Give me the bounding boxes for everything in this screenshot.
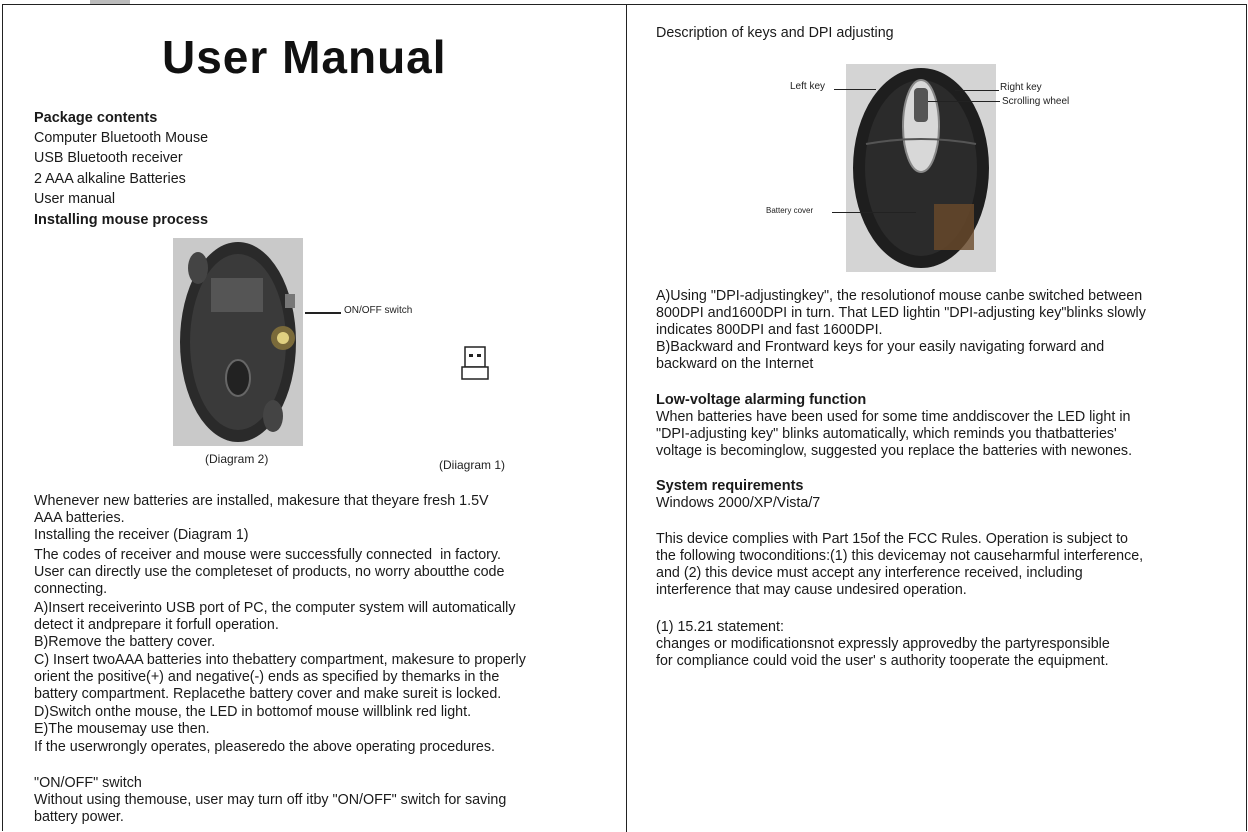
- paragraph: A)Insert receiverinto USB port of PC, the computer system will automatically detect it andprepare it forfull operation.: [34, 600, 516, 633]
- paragraph: Whenever new batteries are installed, makesure that theyare fresh 1.5V AAA batteries.: [34, 493, 489, 526]
- onoff-heading: "ON/OFF" switch: [34, 775, 142, 791]
- paragraph: Installing the receiver (Diagram 1): [34, 527, 249, 543]
- battery-label: Battery cover: [766, 206, 814, 215]
- mouse-top-image: [846, 64, 996, 272]
- right-key-label: Right key: [1000, 82, 1042, 93]
- onoff-text: Without using themouse, user may turn off itby "ON/OFF" switch for saving battery power.: [34, 792, 507, 825]
- paragraph: D)Switch onthe mouse, the LED in bottomof mouse willblink red light.: [34, 704, 472, 720]
- dpi-text: A)Using "DPI-adjustingkey", the resolutionof mouse canbe switched between 800DPI and1600DPI in turn. That LED lightin "DPI-adjusting key"blinks slowly indicates 800DPI and fast 1600DPI. B)Backward and Frontward keys for your easily navigating forward and backward on the Internet: [656, 288, 1146, 372]
- paragraph: The codes of receiver and mouse were successfully connected in factory. User can directly use the completeset of products, no worry aboutthe code connecting.: [34, 547, 505, 597]
- diagram1-caption: (Diiagram 1): [439, 458, 506, 472]
- right-key-pointer: [955, 90, 999, 91]
- paragraph: B)Remove the battery cover.: [34, 634, 216, 650]
- switch-label: ON/OFF switch: [344, 305, 413, 316]
- paragraph: C) Insert twoAAA batteries into thebattery compartment, makesure to properly orient the positive(+) and negative(-) ends as specified by themarks in the battery compartment. Replacethe battery cover and make sureit is locked.: [34, 652, 526, 702]
- page-title: User Manual: [162, 31, 447, 83]
- package-item: Computer Bluetooth Mouse: [34, 130, 209, 146]
- column-divider: [626, 4, 627, 832]
- fcc-text: This device complies with Part 15of the FCC Rules. Operation is subject to the following twoconditions:(1) this devicemay not causeharmful interference, and (2) this device must accept any interference received, including interference that may cause undesired operation.: [656, 531, 1144, 598]
- paragraph: E)The mousemay use then.: [34, 721, 210, 737]
- package-heading: Package contents: [34, 110, 158, 126]
- lowvoltage-heading: Low-voltage alarming function: [656, 392, 867, 408]
- system-heading: System requirements: [656, 478, 804, 494]
- diagram2-caption: (Diagram 2): [205, 452, 269, 466]
- left-key-pointer: [834, 89, 876, 90]
- package-item: USB Bluetooth receiver: [34, 150, 183, 166]
- system-text: Windows 2000/XP/Vista/7: [656, 495, 821, 511]
- mouse-underside-image: [173, 238, 303, 446]
- desc-heading: Description of keys and DPI adjusting: [656, 25, 894, 41]
- statement-heading: (1) 15.21 statement:: [656, 619, 784, 635]
- package-item: 2 AAA alkaline Batteries: [34, 171, 186, 187]
- lowvoltage-text: When batteries have been used for some time anddiscover the LED light in "DPI-adjusting key" blinks automatically, which reminds you thatbatteries' voltage is becominglow, suggested you replace the batteries with newones.: [656, 409, 1133, 459]
- usb-receiver-icon: [460, 345, 490, 381]
- statement-text: changes or modificationsnot expressly approvedby the partyresponsible for compliance could void the user' s authority tooperate the equipment.: [656, 636, 1110, 669]
- install-heading: Installing mouse process: [34, 212, 209, 228]
- scroll-pointer: [928, 101, 1000, 102]
- battery-pointer: [832, 212, 916, 213]
- left-key-label: Left key: [790, 81, 826, 92]
- paragraph: If the userwrongly operates, pleaseredo the above operating procedures.: [34, 739, 495, 755]
- switch-pointer-line: [305, 312, 341, 314]
- scroll-label: Scrolling wheel: [1002, 96, 1070, 107]
- package-item: User manual: [34, 191, 116, 207]
